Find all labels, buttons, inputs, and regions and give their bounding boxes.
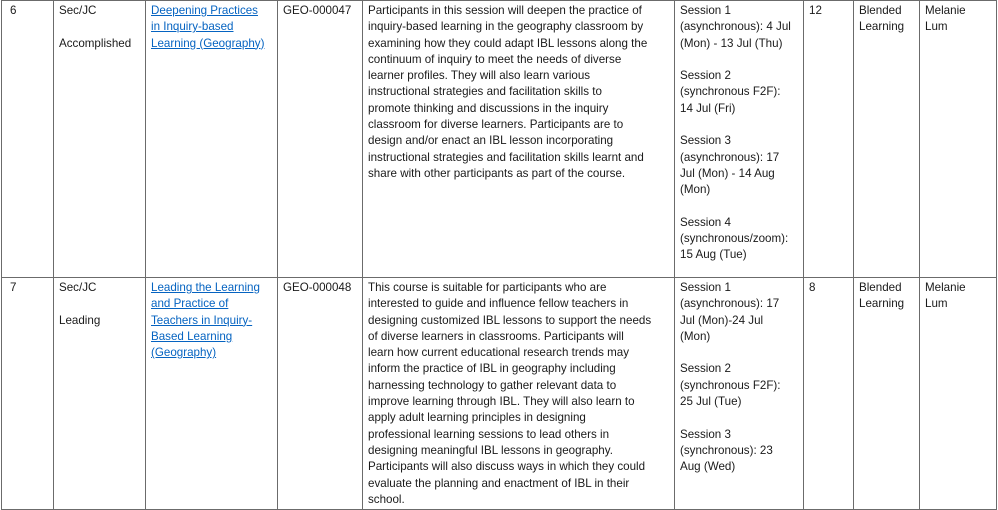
facilitator-line: Melanie <box>925 281 966 294</box>
course-title-line[interactable]: Based Learning <box>151 329 233 343</box>
course-title-line[interactable]: Learning (Geography) <box>151 36 265 50</box>
mode-line: Blended <box>859 281 902 294</box>
description-line: Participants will also discuss ways in which they could <box>368 460 646 474</box>
course-title-link[interactable] <box>151 280 272 361</box>
description-line: of diverse learners in classrooms. Participants will <box>368 329 624 343</box>
description-line: instructional strategies and facilitation skills to <box>368 85 602 99</box>
mode-cell <box>854 278 920 510</box>
session-line: 14 Jul (Fri) <box>680 101 736 115</box>
description-line: harnessing technology to gather relevant data to <box>368 378 617 392</box>
description-line: continuum of inquiry to meet the needs of diverse <box>368 52 622 66</box>
table-row <box>2 278 997 510</box>
session-line: (synchronous F2F): <box>680 378 781 392</box>
course-title-line[interactable]: and Practice of <box>151 297 229 311</box>
mode-line: Learning <box>859 20 905 34</box>
level-cell <box>54 278 146 510</box>
description-line: inform the practice of IBL in geography including <box>368 362 616 376</box>
course-title-link[interactable] <box>151 3 272 52</box>
schedule-cell <box>675 1 804 278</box>
session-line: Jul (Mon)-24 Jul <box>680 313 764 327</box>
description-line: improve learning through IBL. They will also learn to <box>368 395 635 409</box>
hours-cell: 12 <box>804 1 854 278</box>
course-title-cell[interactable] <box>146 1 278 278</box>
course-title-line[interactable]: Leading the Learning <box>151 281 260 294</box>
session-line: Session 1 <box>680 4 731 17</box>
session-line: 25 Jul (Tue) <box>680 395 742 409</box>
session-line: Session 2 <box>680 362 731 376</box>
facilitator-line: Melanie <box>925 4 966 17</box>
row-number: 6 <box>2 1 54 278</box>
facilitator-line: Lum <box>925 297 948 311</box>
mode-line: Blended <box>859 4 902 17</box>
course-title-cell[interactable] <box>146 278 278 510</box>
mode-cell <box>854 1 920 278</box>
table-row <box>2 1 997 278</box>
course-title-line[interactable]: Deepening Practices <box>151 4 258 17</box>
facilitator-line: Lum <box>925 20 948 34</box>
course-code: GEO-000047 <box>278 1 363 278</box>
description-line: professional learning sessions to lead others in <box>368 427 610 441</box>
description-line: share with other participants as part of the course. <box>368 166 626 180</box>
session-line: Aug (Wed) <box>680 460 736 474</box>
session-line: (Mon) <box>680 183 711 197</box>
mode-line: Learning <box>859 297 905 311</box>
description-cell <box>363 1 675 278</box>
session-line: (asynchronous): 4 Jul <box>680 20 791 34</box>
session-line: 15 Aug (Tue) <box>680 248 747 262</box>
session-line: (Mon) - 13 Jul (Thu) <box>680 36 783 50</box>
description-line: Participants in this session will deepen the practice of <box>368 4 642 17</box>
session-line: Session 1 <box>680 281 731 294</box>
session-line: (synchronous): 23 <box>680 443 773 457</box>
description-line: promote thinking and discussions in the inquiry <box>368 101 609 115</box>
course-table <box>1 0 997 510</box>
description-line: apply adult learning principles in designing <box>368 411 586 425</box>
session-line: (Mon) <box>680 329 711 343</box>
session-line: (synchronous F2F): <box>680 85 781 99</box>
hours-cell: 8 <box>804 278 854 510</box>
level-label: Sec/JC <box>59 281 97 294</box>
session-line: (synchronous/zoom): <box>680 232 789 246</box>
session-line: (asynchronous): 17 <box>680 297 780 311</box>
track-label: Leading <box>59 313 101 327</box>
course-title-line[interactable]: (Geography) <box>151 346 217 360</box>
description-line: learner profiles. They will also learn various <box>368 69 591 83</box>
description-line: design and/or enact an IBL lesson incorporating <box>368 134 614 148</box>
course-code: GEO-000048 <box>278 278 363 510</box>
session-line: Jul (Mon) - 14 Aug <box>680 166 775 180</box>
description-line: interested to guide and influence fellow teachers in <box>368 297 629 311</box>
session-line: Session 3 <box>680 427 731 441</box>
course-title-line[interactable]: Teachers in Inquiry- <box>151 313 253 327</box>
description-line: inquiry-based learning in the geography classroom by <box>368 20 644 34</box>
course-title-line[interactable]: in Inquiry-based <box>151 20 234 34</box>
session-line: Session 3 <box>680 134 731 148</box>
description-line: learn how current educational research trends may <box>368 346 629 360</box>
description-cell <box>363 278 675 510</box>
description-line: examining how they could adapt IBL lessons along the <box>368 36 648 50</box>
schedule-cell <box>675 278 804 510</box>
description-line: evaluate the planning and enactment of IBL in their <box>368 476 630 490</box>
track-label: Accomplished <box>59 36 132 50</box>
description-line: designing customized IBL lessons to support the needs <box>368 313 652 327</box>
level-cell <box>54 1 146 278</box>
description-line: This course is suitable for participants who are <box>368 281 607 294</box>
description-line: designing meaningful IBL lessons in geography. <box>368 443 613 457</box>
facilitator-cell <box>920 1 997 278</box>
description-line: instructional strategies and facilitation skills learnt and <box>368 150 644 164</box>
session-line: Session 4 <box>680 215 731 229</box>
level-label: Sec/JC <box>59 4 97 17</box>
row-number: 7 <box>2 278 54 510</box>
description-line: school. <box>368 492 405 506</box>
description-line: classroom for diverse learners. Participants are to <box>368 118 624 132</box>
session-line: (asynchronous): 17 <box>680 150 780 164</box>
session-line: Session 2 <box>680 69 731 83</box>
facilitator-cell <box>920 278 997 510</box>
